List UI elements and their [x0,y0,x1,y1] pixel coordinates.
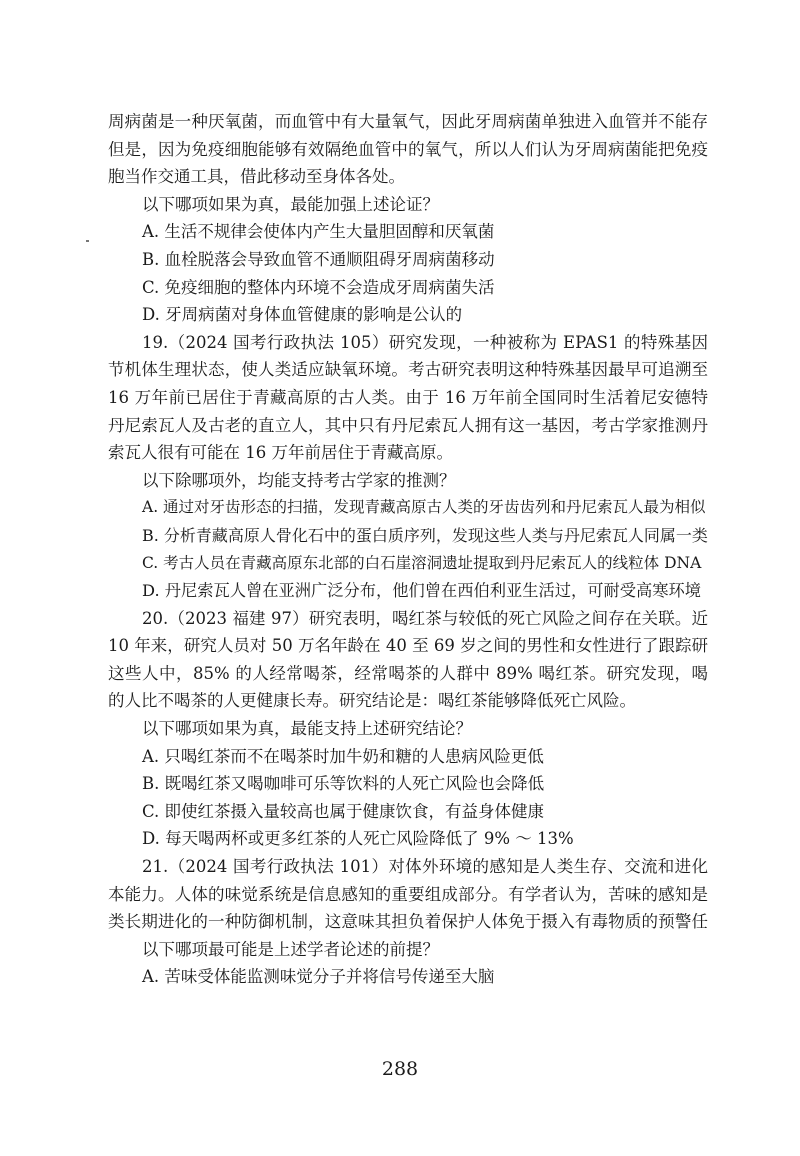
paragraph-line: 丹尼索瓦人及古老的直立人，其中只有丹尼索瓦人拥有这一基因，考古学家推测丹 [108,415,708,435]
paragraph-line: 的人比不喝茶的人更健康长寿。研究结论是：喝红茶能够降低死亡风险。 [108,691,636,711]
option-d: D. 丹尼索瓦人曾在亚洲广泛分布，他们曾在西伯利亚生活过，可耐受高寒环境 [142,581,702,601]
option-b: B. 分析青藏高原人骨化石中的蛋白质序列，发现这些人类与丹尼索瓦人同属一类 [142,525,708,545]
option-a: A. 只喝红茶而不在喝茶时加牛奶和糖的人患病风险更低 [142,746,544,766]
paragraph-line: 节机体生理状态，使人类适应缺氧环境。考古研究表明这种特殊基因最早可追溯至 [108,360,708,380]
option-a: A. 通过对牙齿形态的扫描，发现青藏高原古人类的牙齿齿列和丹尼索瓦人最为相似 [142,498,706,517]
paragraph-line: 胞当作交通工具，借此移动至身体各处。 [108,167,405,187]
option-d: D. 牙周病菌对身体血管健康的影响是公认的 [142,305,463,325]
question-prompt: 以下除哪项外，均能支持考古学家的推测？ [142,470,456,490]
question-21-stem: 21.（2024 国考行政执法 101）对体外环境的感知是人类生存、交流和进化 [142,857,708,877]
paragraph-line: 本能力。人体的味觉系统是信息感知的重要组成部分。有学者认为，苦味的感知是 [108,884,708,904]
question-20-stem: 20.（2023 福建 97）研究表明，喝红茶与较低的死亡风险之间存在关联。近 [142,608,708,628]
option-b: B. 既喝红茶又喝咖啡可乐等饮料的人死亡风险也会降低 [142,774,545,794]
option-c: C. 考古人员在青藏高原东北部的白石崖溶洞遗址提取到丹尼索瓦人的线粒体 DNA [142,553,702,572]
page-body [108,108,708,991]
paragraph-line: 周病菌是一种厌氧菌，而血管中有大量氧气，因此牙周病菌单独进入血管并不能存 [108,112,708,131]
paragraph-line: 这些人中，85% 的人经常喝茶，经常喝茶的人群中 89% 喝红茶。研究发现，喝 [108,663,708,683]
option-d: D. 每天喝两杯或更多红茶的人死亡风险降低了 9% ～ 13% [142,829,574,849]
option-c: C. 免疫细胞的整体内环境不会造成牙周病菌失活 [142,277,495,297]
paragraph-line: 10 年来，研究人员对 50 万名年龄在 40 至 69 岁之间的男性和女性进行了跟踪研 [108,636,708,656]
question-prompt: 以下哪项最可能是上述学者论述的前提？ [142,939,439,959]
question-prompt: 以下哪项如果为真，最能加强上述论证？ [142,194,439,214]
question-prompt: 以下哪项如果为真，最能支持上述研究结论？ [142,719,472,739]
scan-artifact [86,240,89,242]
paragraph-line: 但是，因为免疫细胞能够有效隔绝血管中的氧气，所以人们认为牙周病菌能把免疫 [108,139,708,159]
option-a: A. 苦味受体能监测味觉分子并将信号传递至大脑 [142,967,495,987]
option-c: C. 即使红茶摄入量较高也属于健康饮食，有益身体健康 [142,801,545,821]
paragraph-line: 16 万年前已居住于青藏高原的古人类。由于 16 万年前全国同时生活着尼安德特 [108,387,708,407]
paragraph-line: 类长期进化的一种防御机制，这意味其担负着保护人体免于摄入有毒物质的预警任 [108,912,708,932]
option-b: B. 血栓脱落会导致血管不通顺阻碍牙周病菌移动 [142,249,495,269]
question-19-stem: 19.（2024 国考行政执法 105）研究发现，一种被称为 EPAS1 的特殊基因 [142,332,708,352]
paragraph-line: 索瓦人很有可能在 16 万年前居住于青藏高原。 [108,443,453,463]
page-number: 288 [381,1058,419,1080]
option-a: A. 生活不规律会使体内产生大量胆固醇和厌氧菌 [142,222,495,242]
